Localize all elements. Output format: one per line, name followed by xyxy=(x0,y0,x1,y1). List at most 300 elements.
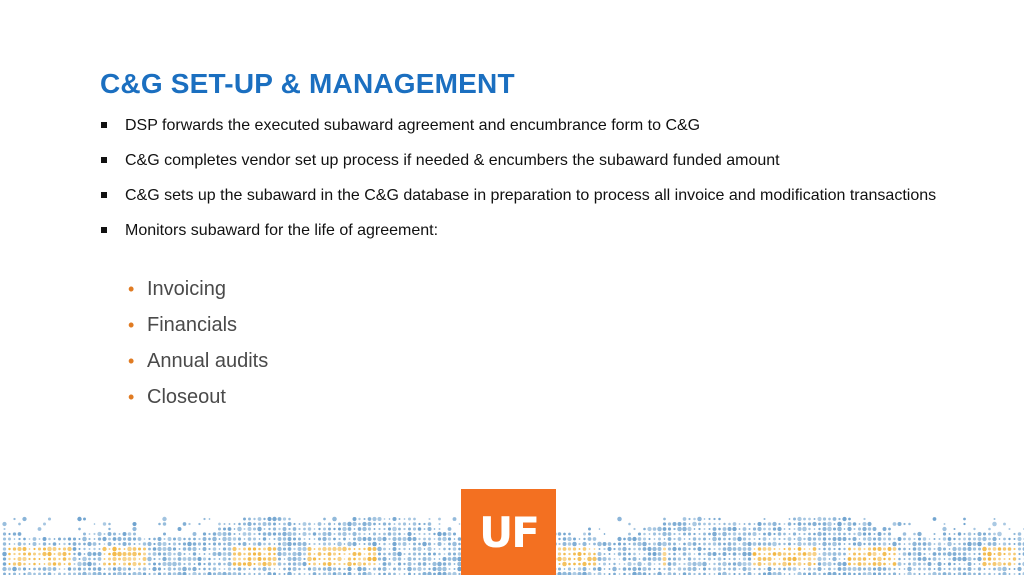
footer-dot xyxy=(228,537,232,541)
footer-dot xyxy=(438,523,440,525)
footer-dot xyxy=(398,518,400,520)
footer-dot xyxy=(977,557,981,561)
footer-dot xyxy=(58,562,61,565)
footer-dot xyxy=(928,562,932,566)
footer-dot xyxy=(334,523,336,525)
footer-dot xyxy=(753,527,756,530)
footer-dot xyxy=(889,563,891,565)
footer-dot xyxy=(953,563,955,565)
footer-dot xyxy=(38,568,41,571)
footer-dot xyxy=(97,552,101,556)
footer-dot xyxy=(833,527,836,530)
footer-dot xyxy=(758,533,760,535)
footer-dot xyxy=(244,538,246,540)
footer-dot xyxy=(984,543,986,545)
footer-dot xyxy=(318,568,321,571)
footer-dot xyxy=(842,567,846,571)
footer-dot xyxy=(722,562,726,566)
footer-dot xyxy=(598,552,602,556)
footer-dot xyxy=(423,523,425,525)
footer-dot xyxy=(428,568,430,570)
footer-dot xyxy=(333,558,335,560)
footer-dot xyxy=(353,563,356,566)
footer-dot xyxy=(428,522,432,526)
footer-dot xyxy=(688,532,691,535)
footer-dot xyxy=(288,522,292,526)
footer-dot xyxy=(793,523,795,525)
footer-dot xyxy=(747,542,751,546)
footer-dot xyxy=(858,547,861,550)
footer-dot xyxy=(248,557,252,561)
footer-dot xyxy=(173,542,176,545)
footer-dot xyxy=(322,547,326,551)
footer-dot xyxy=(279,523,281,525)
footer-dot xyxy=(367,547,371,551)
footer-dot xyxy=(163,552,166,555)
footer-dot xyxy=(104,533,106,535)
round-bullet-icon: • xyxy=(128,279,135,299)
footer-dot xyxy=(183,553,185,555)
footer-dot xyxy=(437,562,442,567)
footer-dot xyxy=(817,517,821,521)
footer-dot xyxy=(643,547,647,551)
footer-dot xyxy=(123,537,126,540)
footer-dot xyxy=(603,542,607,546)
footer-dot xyxy=(13,562,16,565)
footer-dot xyxy=(238,552,242,556)
footer-dot xyxy=(688,567,692,571)
footer-dot xyxy=(723,523,725,525)
footer-dot xyxy=(853,533,855,535)
footer-dot xyxy=(442,557,446,561)
footer-dot xyxy=(614,553,616,555)
footer-dot xyxy=(398,562,401,565)
footer-dot xyxy=(122,557,126,561)
footer-dot xyxy=(822,552,826,556)
footer-dot xyxy=(933,548,935,550)
footer-dot xyxy=(287,532,292,537)
footer-dot xyxy=(568,553,570,555)
sub-bullet-list xyxy=(128,275,268,419)
footer-dot xyxy=(363,567,367,571)
footer-dot xyxy=(953,543,955,545)
footer-dot xyxy=(848,543,850,545)
footer-dot xyxy=(378,552,381,555)
footer-dot xyxy=(398,523,401,526)
footer-dot xyxy=(574,568,576,570)
footer-dot xyxy=(793,518,796,521)
footer-dot xyxy=(373,563,375,565)
footer-dot xyxy=(757,527,761,531)
footer-dot xyxy=(448,543,451,546)
footer-dot xyxy=(73,542,77,546)
footer-dot xyxy=(288,518,291,521)
footer-dot xyxy=(938,567,942,571)
footer-dot xyxy=(944,563,946,565)
footer-dot xyxy=(673,553,676,556)
footer-dot xyxy=(673,562,677,566)
footer-dot xyxy=(358,558,361,561)
footer-dot xyxy=(58,558,60,560)
footer-dot xyxy=(633,548,636,551)
footer-dot xyxy=(833,563,835,565)
footer-dot xyxy=(249,543,251,545)
footer-dot xyxy=(968,567,972,571)
footer-dot xyxy=(948,568,950,570)
footer-dot xyxy=(779,548,781,550)
footer-dot xyxy=(918,563,921,566)
footer-dot xyxy=(162,542,166,546)
footer-dot xyxy=(973,568,975,570)
footer-dot xyxy=(383,553,386,556)
footer-dot xyxy=(238,558,241,561)
footer-dot xyxy=(103,558,105,560)
footer-dot xyxy=(678,567,681,570)
footer-dot xyxy=(307,547,311,551)
footer-dot xyxy=(903,523,905,525)
footer-dot xyxy=(713,518,715,520)
footer-dot xyxy=(613,558,615,560)
footer-dot xyxy=(947,542,951,546)
footer-dot xyxy=(687,562,691,566)
footer-dot xyxy=(652,557,656,561)
footer-dot xyxy=(117,552,122,557)
footer-dot xyxy=(922,557,926,561)
footer-dot xyxy=(868,547,871,550)
footer-dot xyxy=(347,522,351,526)
footer-dot xyxy=(788,557,792,561)
footer-dot xyxy=(909,548,911,550)
footer-dot xyxy=(988,528,991,531)
footer-dot xyxy=(253,552,256,555)
footer-dot xyxy=(883,527,887,531)
footer-dot xyxy=(683,563,685,565)
footer-dot xyxy=(773,552,777,556)
footer-dot xyxy=(407,537,411,541)
footer-dot xyxy=(28,552,31,555)
footer-dot xyxy=(579,538,581,540)
footer-dot xyxy=(173,558,176,561)
footer-dot xyxy=(748,528,750,530)
footer-dot xyxy=(842,562,846,566)
footer-dot xyxy=(363,548,365,550)
footer-dot xyxy=(128,563,131,566)
footer-dot xyxy=(838,518,840,520)
footer-dot xyxy=(443,532,447,536)
footer-dot xyxy=(678,537,682,541)
slide-title: C&G SET-UP & MANAGEMENT xyxy=(100,68,515,99)
footer-dot xyxy=(673,528,675,530)
footer-dot xyxy=(133,547,137,551)
footer-dot xyxy=(188,557,192,561)
bullet-item xyxy=(100,115,940,137)
footer-dot xyxy=(698,553,701,556)
footer-dot xyxy=(879,553,881,555)
footer-dot xyxy=(199,553,201,555)
footer-dot xyxy=(198,562,201,565)
footer-dot xyxy=(893,553,896,556)
footer-dot xyxy=(893,538,895,540)
footer-dot xyxy=(708,543,711,546)
footer-dot xyxy=(813,568,816,571)
footer-dot xyxy=(733,537,737,541)
footer-dot xyxy=(733,522,737,526)
footer-dot xyxy=(778,568,781,571)
footer-dot xyxy=(974,533,976,535)
footer-dot xyxy=(428,542,431,545)
footer-dot xyxy=(958,552,961,555)
footer-dot xyxy=(608,542,612,546)
footer-dot xyxy=(618,547,621,550)
footer-dot xyxy=(903,552,907,556)
footer-dot xyxy=(848,548,851,551)
footer-dot xyxy=(638,532,641,535)
footer-dot xyxy=(708,518,710,520)
footer-dot xyxy=(733,552,737,556)
footer-dot xyxy=(444,553,446,555)
footer-dot xyxy=(72,557,76,561)
footer-dot xyxy=(188,547,192,551)
footer-dot xyxy=(583,553,585,555)
footer-dot xyxy=(963,552,967,556)
footer-dot xyxy=(194,563,196,565)
footer-dot xyxy=(678,547,681,550)
footer-dot xyxy=(93,562,96,565)
footer-dot xyxy=(354,568,356,570)
footer-dot xyxy=(208,548,210,550)
footer-dot xyxy=(973,553,975,555)
footer-dot xyxy=(663,527,667,531)
footer-dot xyxy=(988,548,991,551)
footer-dot xyxy=(292,552,296,556)
footer-dot xyxy=(573,538,576,541)
footer-dot xyxy=(858,562,862,566)
footer-dot xyxy=(822,562,826,566)
footer-dot xyxy=(293,548,295,550)
footer-dot xyxy=(293,523,295,525)
footer-dot xyxy=(403,528,405,530)
footer-dot xyxy=(218,523,221,526)
footer-dot xyxy=(123,567,127,571)
footer-dot xyxy=(293,532,297,536)
footer-dot xyxy=(728,533,731,536)
footer-dot xyxy=(742,552,746,556)
footer-dot xyxy=(958,567,962,571)
footer-dot xyxy=(418,538,420,540)
footer-dot xyxy=(723,552,727,556)
footer-dot xyxy=(868,542,871,545)
footer-dot xyxy=(433,553,436,556)
footer-dot xyxy=(268,557,272,561)
footer-dot xyxy=(689,523,691,525)
footer-dot xyxy=(293,542,296,545)
footer-dot xyxy=(263,522,267,526)
footer-dot xyxy=(987,552,992,557)
footer-dot xyxy=(238,543,241,546)
footer-dot xyxy=(877,547,881,551)
footer-dot xyxy=(274,543,276,545)
footer-dot xyxy=(913,547,917,551)
footer-dot xyxy=(703,538,706,541)
footer-dot xyxy=(143,542,146,545)
footer-dot xyxy=(198,538,200,540)
footer-dot xyxy=(257,527,261,531)
footer-dot xyxy=(618,552,622,556)
footer-dot xyxy=(278,517,282,521)
footer-dot xyxy=(74,563,76,565)
footer-dot xyxy=(697,517,701,521)
footer-dot xyxy=(388,553,391,556)
footer-dot xyxy=(408,553,411,556)
footer-dot xyxy=(648,552,651,555)
footer-dot xyxy=(377,547,382,552)
footer-dot xyxy=(673,557,676,560)
footer-dot xyxy=(434,548,436,550)
footer-dot xyxy=(33,552,36,555)
footer-dot xyxy=(333,563,335,565)
footer-dot xyxy=(157,547,161,551)
footer-dot xyxy=(993,518,995,520)
footer-dot xyxy=(243,518,246,521)
footer-dot xyxy=(597,542,602,547)
footer-dot xyxy=(438,553,441,556)
footer-dot xyxy=(898,537,902,541)
footer-dot xyxy=(628,553,631,556)
footer-dot xyxy=(193,538,196,541)
footer-dot xyxy=(409,543,411,545)
footer-dot xyxy=(272,557,276,561)
footer-dot xyxy=(203,542,206,545)
footer-dot xyxy=(348,533,350,535)
footer-dot xyxy=(373,567,376,570)
footer-dot xyxy=(588,533,591,536)
footer-dot xyxy=(1013,553,1016,556)
footer-dot xyxy=(23,567,26,570)
footer-dot xyxy=(273,562,276,565)
footer-dot xyxy=(243,523,246,526)
footer-dot xyxy=(377,517,381,521)
footer-dot xyxy=(988,563,991,566)
footer-dot xyxy=(403,537,407,541)
footer-dot xyxy=(992,522,997,527)
footer-dot xyxy=(158,558,160,560)
footer-dot xyxy=(138,543,140,545)
footer-dot xyxy=(144,538,146,540)
footer-dot xyxy=(77,517,81,521)
footer-dot xyxy=(73,553,75,555)
footer-dot xyxy=(778,538,780,540)
footer-dot xyxy=(54,553,56,555)
footer-dot xyxy=(563,542,567,546)
footer-dot xyxy=(319,563,321,565)
footer-dot xyxy=(893,547,897,551)
footer-dot xyxy=(848,557,852,561)
footer-dot xyxy=(573,553,576,556)
footer-dot xyxy=(853,552,856,555)
footer-dot xyxy=(248,518,251,521)
footer-dot xyxy=(662,542,667,547)
footer-dot xyxy=(627,562,631,566)
footer-dot xyxy=(723,527,727,531)
footer-dot xyxy=(818,537,821,540)
footer-dot xyxy=(929,553,931,555)
footer-dot xyxy=(168,543,170,545)
footer-dot xyxy=(863,553,866,556)
footer-dot xyxy=(883,547,886,550)
footer-dot xyxy=(409,548,411,550)
footer-dot xyxy=(597,567,601,571)
footer-dot xyxy=(383,543,386,546)
footer-dot xyxy=(949,548,951,550)
footer-dot xyxy=(687,542,691,546)
sub-bullet-item xyxy=(128,347,268,383)
footer-dot xyxy=(173,553,176,556)
footer-dot xyxy=(328,547,332,551)
footer-dot xyxy=(303,522,307,526)
footer-dot xyxy=(43,567,47,571)
footer-dot xyxy=(3,528,5,530)
footer-dot xyxy=(223,552,227,556)
footer-dot xyxy=(853,557,856,560)
footer-dot xyxy=(737,537,741,541)
footer-dot xyxy=(64,568,66,570)
footer-dot xyxy=(748,562,752,566)
footer-dot xyxy=(742,542,746,546)
footer-dot xyxy=(788,553,791,556)
footer-dot xyxy=(78,552,82,556)
footer-dot xyxy=(258,533,260,535)
footer-dot xyxy=(873,558,876,561)
footer-dot xyxy=(303,558,305,560)
footer-dot xyxy=(383,548,386,551)
footer-dot xyxy=(788,522,792,526)
footer-dot xyxy=(1018,547,1021,550)
footer-dot xyxy=(112,547,116,551)
footer-dot xyxy=(333,567,336,570)
footer-dot xyxy=(43,542,46,545)
footer-dot xyxy=(693,518,696,521)
footer-dot xyxy=(713,523,715,525)
footer-dot xyxy=(333,552,336,555)
footer-dot xyxy=(699,568,701,570)
footer-dot xyxy=(613,543,616,546)
footer-dot xyxy=(617,517,622,522)
footer-dot xyxy=(772,522,776,526)
footer-dot xyxy=(673,543,676,546)
footer-dot xyxy=(832,542,837,547)
footer-dot xyxy=(728,563,731,566)
footer-dot xyxy=(383,528,385,530)
footer-dot xyxy=(1008,538,1010,540)
footer-dot xyxy=(178,557,182,561)
footer-dot xyxy=(343,563,345,565)
footer-dot xyxy=(108,523,111,526)
footer-dot xyxy=(389,558,391,560)
footer-dot xyxy=(858,567,862,571)
footer-dot xyxy=(998,558,1001,561)
footer-dot xyxy=(958,532,961,535)
footer-dot xyxy=(754,548,756,550)
footer-dot xyxy=(392,517,396,521)
footer-dot xyxy=(798,557,801,560)
footer-dot xyxy=(648,557,652,561)
footer-dot xyxy=(799,568,801,570)
footer-dot xyxy=(8,563,10,565)
footer-dot xyxy=(768,542,772,546)
footer-dot xyxy=(583,538,585,540)
footer-dot xyxy=(109,548,111,550)
footer-dot xyxy=(13,532,16,535)
